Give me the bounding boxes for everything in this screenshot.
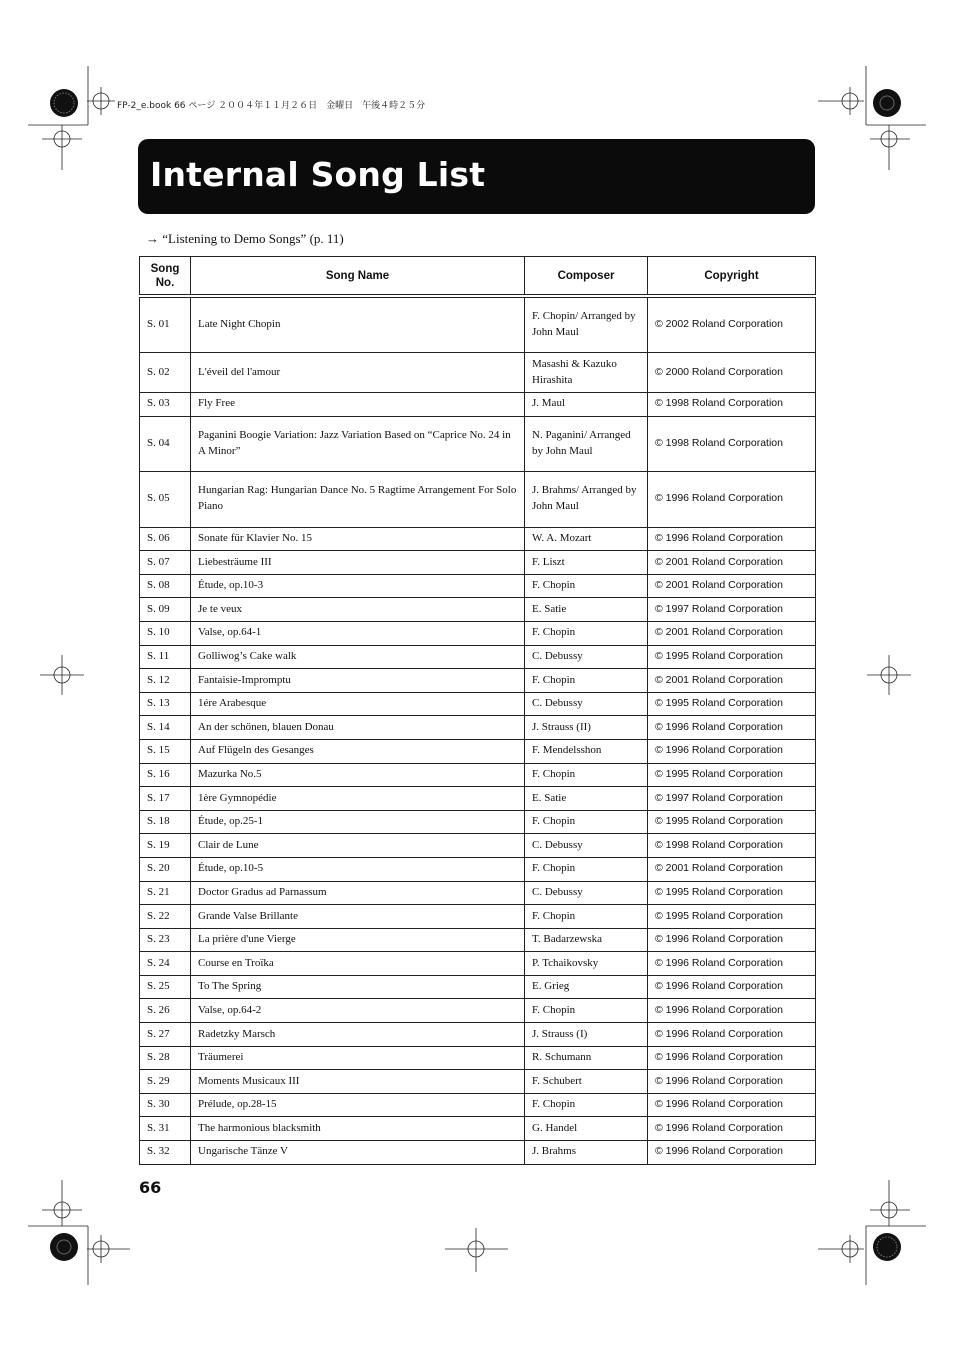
song-name-cell: Golliwog’s Cake walk bbox=[191, 645, 525, 669]
copyright-cell: © 1998 Roland Corporation bbox=[648, 416, 816, 471]
table-row bbox=[140, 598, 816, 622]
copyright-cell: © 1996 Roland Corporation bbox=[648, 1093, 816, 1117]
table-row bbox=[140, 834, 816, 858]
table-row bbox=[140, 669, 816, 693]
table-row bbox=[140, 881, 816, 905]
song-number-cell: S. 19 bbox=[140, 834, 191, 858]
copyright-cell: © 1996 Roland Corporation bbox=[648, 1070, 816, 1094]
song-number-cell: S. 05 bbox=[140, 471, 191, 527]
page-number: 66 bbox=[139, 1178, 162, 1197]
song-name-cell: An der schönen, blauen Donau bbox=[191, 716, 525, 740]
song-number-cell: S. 14 bbox=[140, 716, 191, 740]
table-row bbox=[140, 739, 816, 763]
table-row bbox=[140, 1093, 816, 1117]
copyright-cell: © 1995 Roland Corporation bbox=[648, 881, 816, 905]
composer-cell: F. Chopin bbox=[525, 669, 648, 693]
song-name-cell: Hungarian Rag: Hungarian Dance No. 5 Ragtime Arrangement For Solo Piano bbox=[191, 471, 525, 527]
song-number-cell: S. 17 bbox=[140, 787, 191, 811]
copyright-cell: © 1998 Roland Corporation bbox=[648, 393, 816, 417]
song-number-cell: S. 13 bbox=[140, 692, 191, 716]
song-number-cell: S. 30 bbox=[140, 1093, 191, 1117]
composer-cell: C. Debussy bbox=[525, 692, 648, 716]
header-song-name: Song Name bbox=[191, 257, 525, 297]
table-row bbox=[140, 763, 816, 787]
page-title: Internal Song List bbox=[150, 155, 486, 194]
song-rows bbox=[140, 296, 816, 1164]
copyright-cell: © 1995 Roland Corporation bbox=[648, 810, 816, 834]
song-name-cell: Grande Valse Brillante bbox=[191, 905, 525, 929]
copyright-cell: © 1996 Roland Corporation bbox=[648, 471, 816, 527]
song-name-cell: To The Spring bbox=[191, 975, 525, 999]
table-row bbox=[140, 551, 816, 575]
copyright-cell: © 1996 Roland Corporation bbox=[648, 975, 816, 999]
song-number-cell: S. 31 bbox=[140, 1117, 191, 1141]
composer-cell: P. Tchaikovsky bbox=[525, 952, 648, 976]
table-row bbox=[140, 416, 816, 471]
copyright-cell: © 1996 Roland Corporation bbox=[648, 1046, 816, 1070]
copyright-cell: © 1996 Roland Corporation bbox=[648, 952, 816, 976]
composer-cell: E. Grieg bbox=[525, 975, 648, 999]
composer-cell: G. Handel bbox=[525, 1117, 648, 1141]
song-name-cell: Paganini Boogie Variation: Jazz Variation Based on “Caprice No. 24 in A Minor” bbox=[191, 416, 525, 471]
composer-cell: F. Chopin bbox=[525, 999, 648, 1023]
song-name-cell: Prélude, op.28-15 bbox=[191, 1093, 525, 1117]
song-number-cell: S. 02 bbox=[140, 353, 191, 393]
title-bar bbox=[138, 139, 815, 214]
composer-cell: J. Maul bbox=[525, 393, 648, 417]
print-info: FP-2_e.book 66 ページ ２００４年１１月２６日 金曜日 午後４時２５分 bbox=[117, 101, 426, 111]
composer-cell: J. Brahms/ Arranged by John Maul bbox=[525, 471, 648, 527]
composer-cell: F. Chopin bbox=[525, 810, 648, 834]
composer-cell: C. Debussy bbox=[525, 881, 648, 905]
table-row bbox=[140, 393, 816, 417]
song-number-cell: S. 04 bbox=[140, 416, 191, 471]
song-name-cell: Sonate für Klavier No. 15 bbox=[191, 527, 525, 551]
song-name-cell: Clair de Lune bbox=[191, 834, 525, 858]
table-row bbox=[140, 1117, 816, 1141]
song-number-cell: S. 29 bbox=[140, 1070, 191, 1094]
song-number-cell: S. 16 bbox=[140, 763, 191, 787]
table-row bbox=[140, 787, 816, 811]
copyright-cell: © 2000 Roland Corporation bbox=[648, 353, 816, 393]
composer-cell: F. Schubert bbox=[525, 1070, 648, 1094]
song-number-cell: S. 01 bbox=[140, 296, 191, 353]
composer-cell: E. Satie bbox=[525, 598, 648, 622]
table-row bbox=[140, 1046, 816, 1070]
copyright-cell: © 1995 Roland Corporation bbox=[648, 905, 816, 929]
table-row bbox=[140, 952, 816, 976]
composer-cell: F. Chopin bbox=[525, 574, 648, 598]
table-row bbox=[140, 928, 816, 952]
song-number-cell: S. 20 bbox=[140, 857, 191, 881]
table-row bbox=[140, 1023, 816, 1047]
header-composer: Composer bbox=[525, 257, 648, 297]
song-number-cell: S. 24 bbox=[140, 952, 191, 976]
song-number-cell: S. 15 bbox=[140, 739, 191, 763]
composer-cell: F. Liszt bbox=[525, 551, 648, 575]
composer-cell: R. Schumann bbox=[525, 1046, 648, 1070]
song-number-cell: S. 10 bbox=[140, 621, 191, 645]
song-name-cell: Träumerei bbox=[191, 1046, 525, 1070]
song-name-cell: Radetzky Marsch bbox=[191, 1023, 525, 1047]
composer-cell: J. Brahms bbox=[525, 1141, 648, 1165]
copyright-cell: © 1995 Roland Corporation bbox=[648, 692, 816, 716]
song-table bbox=[139, 256, 816, 1165]
composer-cell: F. Chopin bbox=[525, 905, 648, 929]
song-number-cell: S. 26 bbox=[140, 999, 191, 1023]
song-name-cell: Étude, op.10-3 bbox=[191, 574, 525, 598]
copyright-cell: © 1997 Roland Corporation bbox=[648, 598, 816, 622]
table-row bbox=[140, 1141, 816, 1165]
song-number-cell: S. 21 bbox=[140, 881, 191, 905]
song-name-cell: Étude, op.10-5 bbox=[191, 857, 525, 881]
song-name-cell: Étude, op.25-1 bbox=[191, 810, 525, 834]
table-row bbox=[140, 857, 816, 881]
table-row bbox=[140, 975, 816, 999]
composer-cell: E. Satie bbox=[525, 787, 648, 811]
table-row bbox=[140, 692, 816, 716]
song-number-cell: S. 27 bbox=[140, 1023, 191, 1047]
song-name-cell: Late Night Chopin bbox=[191, 296, 525, 353]
song-number-cell: S. 18 bbox=[140, 810, 191, 834]
copyright-cell: © 1996 Roland Corporation bbox=[648, 739, 816, 763]
table-row bbox=[140, 471, 816, 527]
song-name-cell: Auf Flügeln des Gesanges bbox=[191, 739, 525, 763]
song-name-cell: Moments Musicaux III bbox=[191, 1070, 525, 1094]
table-row bbox=[140, 810, 816, 834]
composer-cell: N. Paganini/ Arranged by John Maul bbox=[525, 416, 648, 471]
song-number-cell: S. 28 bbox=[140, 1046, 191, 1070]
song-name-cell: L'éveil del l'amour bbox=[191, 353, 525, 393]
composer-cell: W. A. Mozart bbox=[525, 527, 648, 551]
composer-cell: C. Debussy bbox=[525, 645, 648, 669]
composer-cell: F. Chopin bbox=[525, 857, 648, 881]
song-name-cell: The harmonious blacksmith bbox=[191, 1117, 525, 1141]
copyright-cell: © 2001 Roland Corporation bbox=[648, 669, 816, 693]
table-row bbox=[140, 1070, 816, 1094]
table-row bbox=[140, 296, 816, 353]
song-name-cell: 1ère Gymnopédie bbox=[191, 787, 525, 811]
copyright-cell: © 1995 Roland Corporation bbox=[648, 645, 816, 669]
song-name-cell: Mazurka No.5 bbox=[191, 763, 525, 787]
composer-cell: T. Badarzewska bbox=[525, 928, 648, 952]
song-name-cell: Course en Troïka bbox=[191, 952, 525, 976]
copyright-cell: © 2001 Roland Corporation bbox=[648, 621, 816, 645]
song-number-cell: S. 07 bbox=[140, 551, 191, 575]
table-row bbox=[140, 999, 816, 1023]
song-name-cell: Valse, op.64-2 bbox=[191, 999, 525, 1023]
composer-cell: F. Chopin bbox=[525, 621, 648, 645]
table-row bbox=[140, 905, 816, 929]
song-number-cell: S. 03 bbox=[140, 393, 191, 417]
song-number-cell: S. 32 bbox=[140, 1141, 191, 1165]
table-row bbox=[140, 621, 816, 645]
song-name-cell: Fantaisie-Impromptu bbox=[191, 669, 525, 693]
composer-cell: Masashi & Kazuko Hirashita bbox=[525, 353, 648, 393]
song-number-cell: S. 12 bbox=[140, 669, 191, 693]
copyright-cell: © 1996 Roland Corporation bbox=[648, 716, 816, 740]
song-name-cell: Fly Free bbox=[191, 393, 525, 417]
song-name-cell: 1ére Arabesque bbox=[191, 692, 525, 716]
composer-cell: J. Strauss (I) bbox=[525, 1023, 648, 1047]
copyright-cell: © 1995 Roland Corporation bbox=[648, 763, 816, 787]
song-name-cell: La prière d'une Vierge bbox=[191, 928, 525, 952]
composer-cell: F. Chopin bbox=[525, 763, 648, 787]
table-row bbox=[140, 716, 816, 740]
song-name-cell: Doctor Gradus ad Parnassum bbox=[191, 881, 525, 905]
copyright-cell: © 1998 Roland Corporation bbox=[648, 834, 816, 858]
copyright-cell: © 2001 Roland Corporation bbox=[648, 857, 816, 881]
composer-cell: F. Chopin bbox=[525, 1093, 648, 1117]
table-row bbox=[140, 527, 816, 551]
song-number-cell: S. 09 bbox=[140, 598, 191, 622]
song-name-cell: Ungarische Tänze V bbox=[191, 1141, 525, 1165]
song-name-cell: Valse, op.64-1 bbox=[191, 621, 525, 645]
song-name-cell: Liebesträume III bbox=[191, 551, 525, 575]
song-number-cell: S. 22 bbox=[140, 905, 191, 929]
cross-reference: → “Listening to Demo Songs” (p. 11) bbox=[146, 231, 344, 246]
copyright-cell: © 1996 Roland Corporation bbox=[648, 928, 816, 952]
copyright-cell: © 1996 Roland Corporation bbox=[648, 1141, 816, 1165]
copyright-cell: © 1996 Roland Corporation bbox=[648, 999, 816, 1023]
song-number-cell: S. 25 bbox=[140, 975, 191, 999]
song-number-cell: S. 23 bbox=[140, 928, 191, 952]
table-row bbox=[140, 574, 816, 598]
copyright-cell: © 2001 Roland Corporation bbox=[648, 574, 816, 598]
song-number-cell: S. 08 bbox=[140, 574, 191, 598]
table-row bbox=[140, 645, 816, 669]
copyright-cell: © 1996 Roland Corporation bbox=[648, 1117, 816, 1141]
header-copyright: Copyright bbox=[648, 257, 816, 297]
table-row bbox=[140, 353, 816, 393]
song-number-cell: S. 06 bbox=[140, 527, 191, 551]
copyright-cell: © 1996 Roland Corporation bbox=[648, 527, 816, 551]
header-song-no: Song No. bbox=[140, 257, 191, 297]
composer-cell: J. Strauss (II) bbox=[525, 716, 648, 740]
copyright-cell: © 2002 Roland Corporation bbox=[648, 296, 816, 353]
composer-cell: C. Debussy bbox=[525, 834, 648, 858]
song-number-cell: S. 11 bbox=[140, 645, 191, 669]
copyright-cell: © 1996 Roland Corporation bbox=[648, 1023, 816, 1047]
table-header-row bbox=[140, 257, 816, 297]
copyright-cell: © 1997 Roland Corporation bbox=[648, 787, 816, 811]
copyright-cell: © 2001 Roland Corporation bbox=[648, 551, 816, 575]
song-name-cell: Je te veux bbox=[191, 598, 525, 622]
composer-cell: F. Chopin/ Arranged by John Maul bbox=[525, 296, 648, 353]
composer-cell: F. Mendelsshon bbox=[525, 739, 648, 763]
